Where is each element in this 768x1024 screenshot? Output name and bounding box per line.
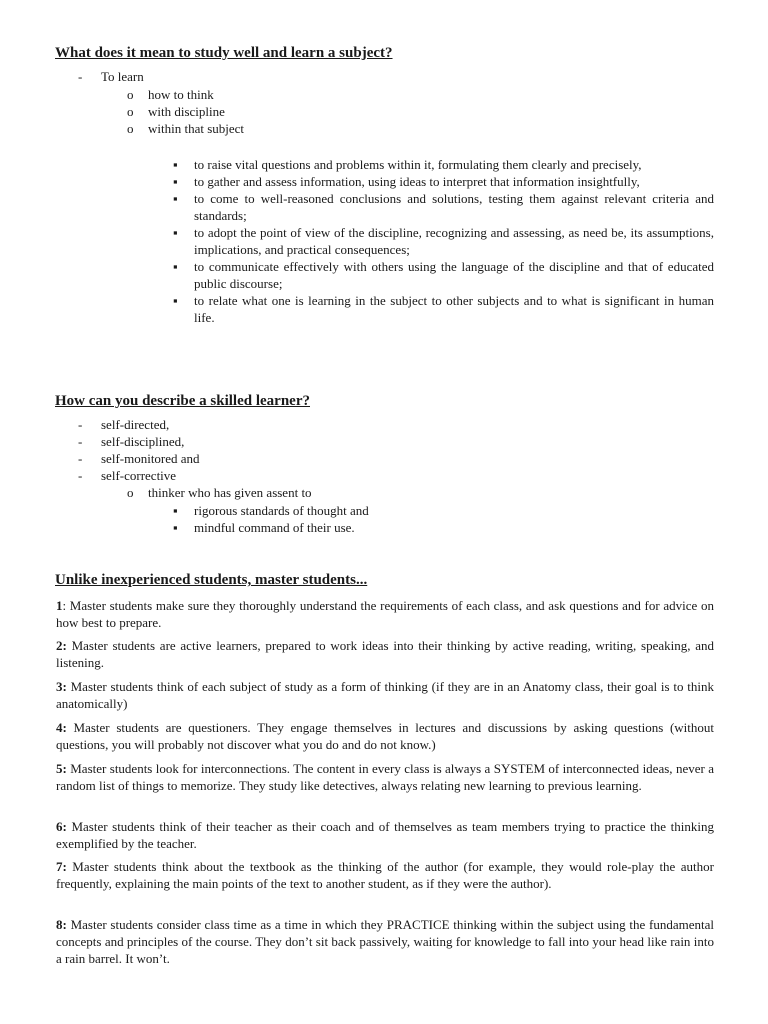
list-item-text: to gather and assess information, using ideas to interpret that information insightfully, <box>194 174 640 189</box>
list-item-text: with discipline <box>148 104 225 119</box>
list-item-text: to relate what one is learning in the subject to other subjects and to what is significant in human life. <box>194 293 714 325</box>
list-item <box>78 68 278 85</box>
paragraph-text: Master students think about the textbook as the thinking of the author (for example, they would role-play the author frequently, explaining the main points of the text to another student, as if they were the author). <box>56 859 714 891</box>
paragraph-number: 2: <box>56 638 67 653</box>
list-item-text: To learn <box>101 69 144 84</box>
numbered-paragraph <box>56 597 714 631</box>
list-item <box>78 467 378 484</box>
circle-bullet: o <box>127 121 134 136</box>
paragraph-text: Master students think of each subject of study as a form of thinking (if they are in an Anatomy class, their goal is to think anatomically) <box>56 679 714 711</box>
list-item-text: self-disciplined, <box>101 434 185 449</box>
paragraph-text: Master students make sure they thoroughly understand the requirements of each class, and ask questions and for advice on how best to prepare. <box>56 598 714 630</box>
list-item <box>78 416 378 433</box>
list-item <box>78 450 378 467</box>
dash-list-to-learn <box>78 68 278 85</box>
list-item <box>127 120 427 137</box>
paragraph-text: Master students are active learners, prepared to work ideas into their thinking by active reading, writing, speaking, and listening. <box>56 638 714 670</box>
list-item <box>173 190 714 224</box>
paragraph-number: 5: <box>56 761 67 776</box>
numbered-paragraph <box>56 916 714 967</box>
list-item <box>173 292 714 326</box>
paragraph-text: Master students are questioners. They engage themselves in lectures and discussions by asking questions (without questions, you will probably not discover what you do and do not know.) <box>56 720 714 752</box>
square-list-learning-goals <box>173 156 714 326</box>
numbered-paragraph <box>56 858 714 892</box>
numbered-paragraph <box>56 637 714 671</box>
list-item-text: how to think <box>148 87 214 102</box>
list-item-text: to communicate effectively with others using the language of the discipline and that of educated public discourse; <box>194 259 714 291</box>
square-bullet: ▪ <box>173 293 178 308</box>
paragraph-number: 3: <box>56 679 67 694</box>
paragraph-text: Master students look for interconnections. The content in every class is always a SYSTEM of interconnected ideas, never a random list of things to memorize. They study like detectives, always relating new learning to previous learning. <box>56 761 714 793</box>
list-item <box>173 173 714 190</box>
numbered-paragraph <box>56 760 714 794</box>
section-heading-study-well: What does it mean to study well and learn a subject? <box>55 45 393 61</box>
list-item-text: self-monitored and <box>101 451 200 466</box>
list-item <box>127 103 427 120</box>
list-item <box>173 519 573 536</box>
list-item-text: rigorous standards of thought and <box>194 503 369 518</box>
square-bullet: ▪ <box>173 520 178 535</box>
square-list-standards <box>173 502 573 536</box>
list-item <box>173 258 714 292</box>
paragraph-number: 1 <box>56 598 63 613</box>
list-item <box>127 484 477 501</box>
list-item-text: self-corrective <box>101 468 177 483</box>
list-item <box>173 224 714 258</box>
dash-bullet: - <box>78 434 83 449</box>
circle-bullet: o <box>127 87 134 102</box>
square-bullet: ▪ <box>173 157 178 172</box>
circle-bullet: o <box>127 104 134 119</box>
circle-list-thinker <box>127 484 477 501</box>
dash-bullet: - <box>78 451 83 466</box>
circle-list-learn <box>127 86 427 137</box>
list-item-text: to adopt the point of view of the discipline, recognizing and assessing, as need be, its assumptions, implications, and practical consequences; <box>194 225 714 257</box>
list-item <box>78 433 378 450</box>
list-item-text: within that subject <box>148 121 245 136</box>
paragraph-number: 8: <box>56 917 67 932</box>
list-item <box>173 156 714 173</box>
paragraph-text: Master students think of their teacher as their coach and of themselves as team members trying to practice the thinking exemplified by the teacher. <box>56 819 714 851</box>
paragraph-number: 4: <box>56 720 67 735</box>
section-heading-master-students: Unlike inexperienced students, master students... <box>55 572 368 588</box>
number-separator: : <box>62 598 67 613</box>
dash-bullet: - <box>78 69 83 84</box>
list-item-text: mindful command of their use. <box>194 520 355 535</box>
square-bullet: ▪ <box>173 503 178 518</box>
square-bullet: ▪ <box>173 259 178 274</box>
dash-bullet: - <box>78 468 83 483</box>
numbered-paragraph <box>56 719 714 753</box>
paragraph-number: 6: <box>56 819 67 834</box>
list-item-text: to raise vital questions and problems within it, formulating them clearly and precisely, <box>194 157 642 172</box>
list-item <box>173 502 573 519</box>
section-heading-skilled-learner: How can you describe a skilled learner? <box>55 393 310 409</box>
list-item-text: to come to well-reasoned conclusions and solutions, testing them against relevant criteria and standards; <box>194 191 714 223</box>
square-bullet: ▪ <box>173 225 178 240</box>
paragraph-text: Master students consider class time as a time in which they PRACTICE thinking within the subject using the fundamental concepts and principles of the course. They don’t sit back passively, waiting for knowledge to fall into your head like rain into a rain barrel. It won’t. <box>56 917 714 966</box>
dash-list-skilled-learner <box>78 416 378 484</box>
square-bullet: ▪ <box>173 174 178 189</box>
paragraph-number: 7: <box>56 859 67 874</box>
list-item <box>127 86 427 103</box>
numbered-paragraph <box>56 678 714 712</box>
circle-bullet: o <box>127 485 134 500</box>
list-item-text: thinker who has given assent to <box>148 485 312 500</box>
dash-bullet: - <box>78 417 83 432</box>
square-bullet: ▪ <box>173 191 178 206</box>
numbered-paragraph <box>56 818 714 852</box>
list-item-text: self-directed, <box>101 417 170 432</box>
